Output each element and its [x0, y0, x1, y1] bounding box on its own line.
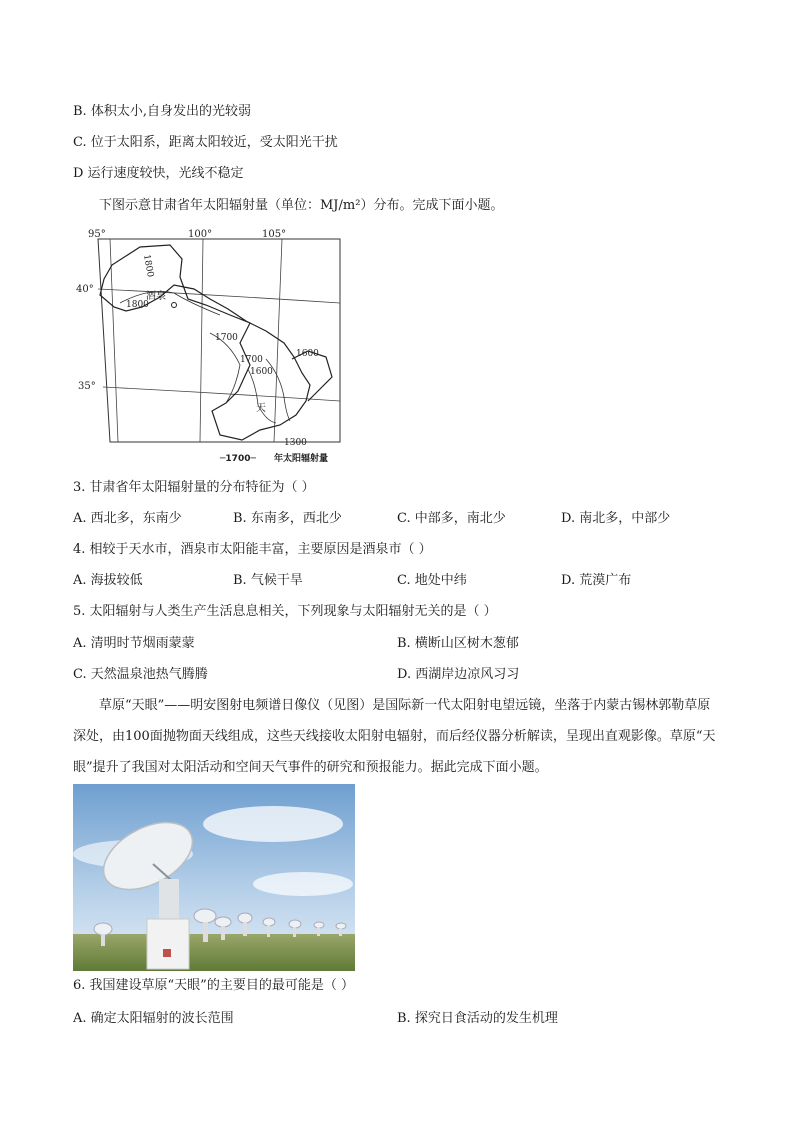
- lon-label-105: 105°: [262, 229, 287, 240]
- q3-option-d[interactable]: D. 南北多，中部少: [561, 511, 671, 526]
- q6-stem: 6. 我国建设草原“天眼”的主要目的最可能是（ ）: [73, 978, 354, 993]
- passage-text: 草原“天眼”——明安图射电频谱日像仪（见图）是国际新一代太阳射电望远镜，坐落于内蒙古锡林郭勒草原深处，由100面抛物面天线组成，这些天线接收太阳射电辐射，而后经仪器分析解读，呈现出直观影像。草原“天眼”提升了我国对太阳活动和空间天气事件的研究和预报能力。据此完成下面小题。: [73, 698, 716, 775]
- option-c-prev: C. 位于太阳系，距离太阳较近，受太阳光干扰: [73, 135, 338, 150]
- q5-option-c[interactable]: C. 天然温泉池热气腾腾: [73, 667, 208, 682]
- isoline-value-3: 1700: [215, 333, 238, 343]
- gansu-solar-radiation-map: [70, 225, 360, 470]
- city-tianshui-label: 天: [256, 403, 266, 414]
- q6-option-a[interactable]: A. 确定太阳辐射的波长范围: [73, 1011, 234, 1026]
- lon-label-95: 95°: [88, 229, 106, 240]
- option-d-prev: D 运行速度较快，光线不稳定: [73, 166, 244, 181]
- q3-option-a[interactable]: A. 西北多，东南少: [73, 511, 182, 526]
- q5-option-b[interactable]: B. 横断山区树木葱郁: [397, 636, 519, 651]
- isoline-value-7: 1300: [284, 438, 307, 448]
- q4-option-c[interactable]: C. 地处中纬: [397, 573, 467, 588]
- isoline-value-2: 1800: [126, 300, 149, 310]
- legend-label: 年太阳辐射量: [274, 454, 329, 464]
- lat-label-35: 35°: [78, 381, 96, 392]
- q5-option-d[interactable]: D. 西湖岸边凉风习习: [397, 667, 520, 682]
- q3-stem: 3. 甘肃省年太阳辐射量的分布特征为（ ）: [73, 480, 315, 495]
- radio-telescope-photo: [73, 784, 355, 971]
- q3-option-c[interactable]: C. 中部多，南北少: [397, 511, 506, 526]
- lat-label-40: 40°: [76, 284, 94, 295]
- isoline-value-6: 1600: [250, 367, 273, 377]
- city-jiuquan-label: 酒泉: [146, 291, 166, 302]
- lon-label-100: 100°: [188, 229, 213, 240]
- q4-option-d[interactable]: D. 荒漠广布: [561, 573, 632, 588]
- legend-line: ─1700─: [220, 454, 256, 464]
- isoline-value-1: 1800: [141, 253, 155, 279]
- q6-option-b[interactable]: B. 探究日食活动的发生机理: [397, 1011, 558, 1026]
- isoline-value-5: 1600: [296, 349, 319, 359]
- q4-stem: 4. 相较于天水市，酒泉市太阳能丰富，主要原因是酒泉市（ ）: [73, 542, 432, 557]
- q5-stem: 5. 太阳辐射与人类生产生活息息相关，下列现象与太阳辐射无关的是（ ）: [73, 604, 497, 619]
- q4-option-b[interactable]: B. 气候干旱: [233, 573, 303, 588]
- q5-option-a[interactable]: A. 清明时节烟雨蒙蒙: [73, 636, 195, 651]
- q3-option-b[interactable]: B. 东南多，西北少: [233, 511, 342, 526]
- map-intro: 下图示意甘肃省年太阳辐射量（单位：MJ/m²）分布。完成下面小题。: [99, 198, 504, 213]
- isoline-value-4: 1700: [240, 355, 263, 365]
- q4-option-a[interactable]: A. 海拔较低: [73, 573, 143, 588]
- option-b-prev: B. 体积太小,自身发出的光较弱: [73, 104, 251, 119]
